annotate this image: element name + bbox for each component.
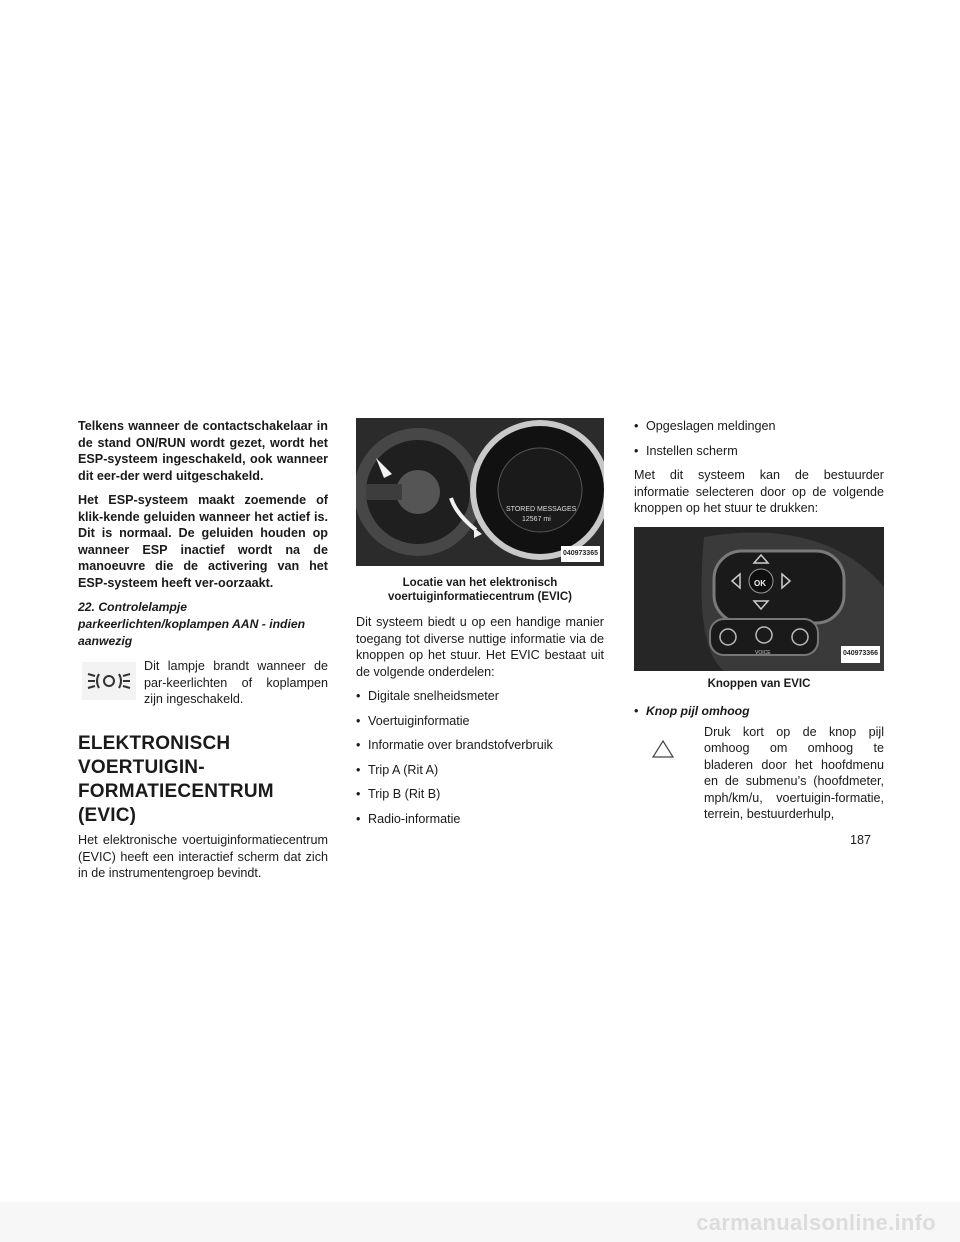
list-item [634, 418, 884, 435]
caption-line-2: voertuiginformatiecentrum (EVIC) [387, 591, 573, 603]
bullet: • [634, 443, 639, 458]
bullet: • [634, 419, 639, 433]
bullet: • [356, 811, 361, 826]
list-item-text: Voertuiginformatie [368, 713, 470, 728]
figure-code: 040973366 [841, 646, 880, 663]
list-item [356, 762, 604, 779]
buttons-caption: Knoppen van EVIC [707, 677, 811, 690]
list-item-text: Instellen scherm [646, 443, 738, 458]
list-item-text: Opgeslagen meldingen [646, 419, 776, 433]
button-heading-row [634, 703, 884, 720]
bullet: • [356, 738, 361, 752]
lamp-heading: 22. Controlelampje parkeerlichten/koplampen AAN - indien aanwezig [78, 600, 306, 648]
evic-intro: Het elektronische voertuiginformatiecentrum (EVIC) heeft een interactief scherm dat zich in de instrumentengroep bevindt. [78, 833, 328, 880]
section-title [78, 732, 328, 828]
esp-paragraph-1: Telkens wanneer de contactschakelaar in de stand ON/RUN wordt gezet, wordt het ESP-systeem ingeschakeld, ook wanneer dit eer-der werd uitgeschakeld. [78, 419, 328, 483]
lamp-block [78, 658, 328, 704]
bullet: • [356, 713, 361, 728]
gauge-text-2: 12567 mi [522, 516, 551, 523]
button-heading: Knop pijl omhoog [646, 703, 750, 718]
page-number: 187 [850, 833, 872, 847]
watermark: carmanualsonline.info [696, 1210, 936, 1235]
middle-column [356, 418, 604, 835]
bullet: • [356, 762, 361, 777]
list-item [356, 737, 604, 754]
buttons-intro: Met dit systeem kan de bestuurder informatie selecteren door op de volgende knoppen op het stuur te drukken: [634, 468, 884, 515]
right-column [634, 418, 884, 821]
ok-button-label: OK [754, 578, 766, 588]
section-title-line-1: ELEKTRONISCH VOERTUIGIN- [78, 733, 231, 778]
bullet: • [356, 689, 361, 703]
section-title-line-2: FORMATIECENTRUM (EVIC) [78, 781, 274, 826]
bullet: • [634, 703, 639, 718]
evic-components-list [356, 688, 604, 827]
list-item [356, 786, 604, 803]
list-item-text: Informatie over brandstofverbruik [368, 738, 553, 752]
bullet: • [356, 787, 361, 801]
instrument-cluster-figure [356, 418, 604, 566]
steering-wheel-gauge-illustration [356, 418, 604, 566]
gauge-text-1: STORED MESSAGES [506, 506, 577, 513]
list-item-text: Digitale snelheidsmeter [368, 689, 499, 703]
evic-components-list-continued [634, 418, 884, 459]
caption-line-1: Locatie van het elektronisch [402, 577, 558, 589]
list-item [356, 713, 604, 730]
button-description: Druk kort op de knop pijl omhoog om omhoog te bladeren door het hoofdmenu en de submenu’s (hoofdmeter, mph/km/u, voertuigin-formatie, terrein, bestuurderhulp, [704, 724, 884, 821]
parking-lights-icon [82, 662, 136, 700]
list-item [356, 811, 604, 828]
figure-caption [356, 576, 604, 604]
left-column [78, 418, 328, 882]
esp-paragraph-2: Het ESP-systeem maakt zoemende of klik-kende geluiden wanneer het actief is. Dit is normaal. De geluiden houden op wanneer ESP inactief wordt na de manoeuvre die de activering van het ESP-systeem heeft ver-oorzaakt. [78, 493, 328, 590]
lamp-description: Dit lampje brandt wanneer de par-keerlichten of koplampen zijn ingeschakeld. [144, 659, 328, 706]
voice-button-label: VOICE [755, 649, 771, 656]
list-item [356, 688, 604, 705]
list-item-text: Trip A (Rit A) [368, 762, 439, 777]
evic-description: Dit systeem biedt u op een handige manier toegang tot diverse nuttige informatie via de knoppen op het stuur. Het EVIC bestaat uit de volgende onderdelen: [356, 615, 604, 679]
evic-buttons-figure [634, 527, 884, 671]
figure-code: 040973365 [561, 546, 600, 563]
button-description-block [634, 724, 884, 821]
list-item [634, 443, 884, 460]
footer [0, 1202, 960, 1242]
list-item-text: Trip B (Rit B) [368, 787, 441, 801]
arrow-up-outline-icon [650, 738, 676, 760]
list-item-text: Radio-informatie [368, 811, 461, 826]
